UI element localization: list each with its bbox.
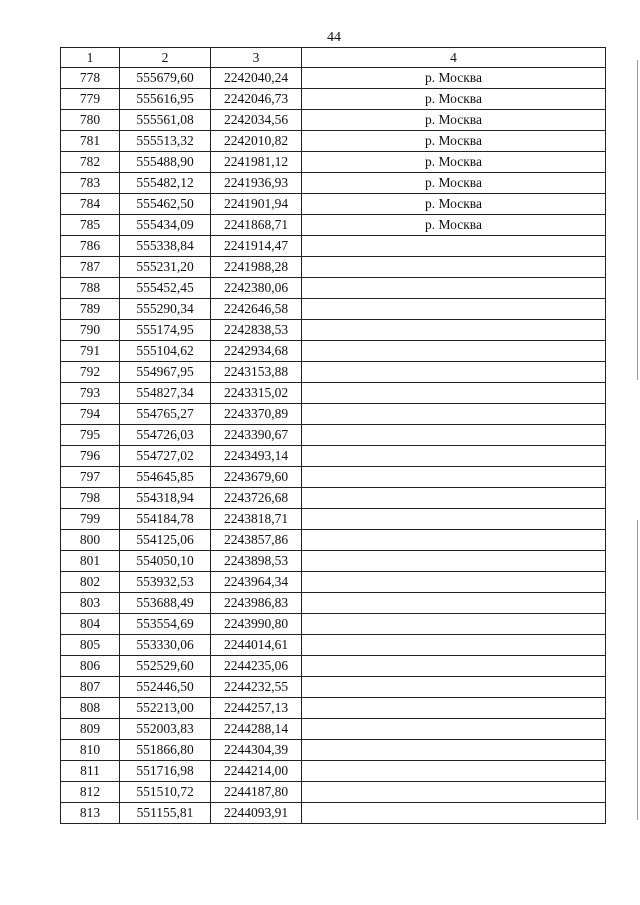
table-row: [61, 719, 606, 740]
table-row: [61, 740, 606, 761]
x-coordinate-cell: 555482,12: [120, 173, 211, 194]
y-coordinate-cell: 2242034,56: [211, 110, 302, 131]
x-coordinate-cell: 552446,50: [120, 677, 211, 698]
table-row: [61, 152, 606, 173]
table-row: [61, 383, 606, 404]
point-number-cell: 801: [61, 551, 120, 572]
point-number-cell: 797: [61, 467, 120, 488]
point-number-cell: 805: [61, 635, 120, 656]
table-row: [61, 278, 606, 299]
x-coordinate-cell: 552003,83: [120, 719, 211, 740]
page-number: 44: [327, 30, 341, 45]
description-cell: [302, 530, 606, 551]
x-coordinate-cell: 552213,00: [120, 698, 211, 719]
y-coordinate-cell: 2243986,83: [211, 593, 302, 614]
y-coordinate-cell: 2243153,88: [211, 362, 302, 383]
y-coordinate-cell: 2243990,80: [211, 614, 302, 635]
x-coordinate-cell: 555434,09: [120, 215, 211, 236]
point-number-cell: 795: [61, 425, 120, 446]
y-coordinate-cell: 2241901,94: [211, 194, 302, 215]
table-row: [61, 446, 606, 467]
table-header-row: [61, 48, 606, 68]
x-coordinate-cell: 553330,06: [120, 635, 211, 656]
table-row: [61, 131, 606, 152]
point-number-cell: 788: [61, 278, 120, 299]
x-coordinate-cell: 554765,27: [120, 404, 211, 425]
y-coordinate-cell: 2244232,55: [211, 677, 302, 698]
x-coordinate-cell: 555104,62: [120, 341, 211, 362]
y-coordinate-cell: 2243857,86: [211, 530, 302, 551]
y-coordinate-cell: 2243818,71: [211, 509, 302, 530]
y-coordinate-cell: 2241936,93: [211, 173, 302, 194]
table-row: [61, 467, 606, 488]
y-coordinate-cell: 2241914,47: [211, 236, 302, 257]
column-header-3: 3: [211, 48, 302, 68]
x-coordinate-cell: 551510,72: [120, 782, 211, 803]
point-number-cell: 811: [61, 761, 120, 782]
y-coordinate-cell: 2244304,39: [211, 740, 302, 761]
table-row: [61, 530, 606, 551]
table-row: [61, 614, 606, 635]
table-row: [61, 341, 606, 362]
table-row: [61, 656, 606, 677]
coordinates-table: [60, 47, 606, 824]
point-number-cell: 803: [61, 593, 120, 614]
point-number-cell: 792: [61, 362, 120, 383]
y-coordinate-cell: 2244214,00: [211, 761, 302, 782]
x-coordinate-cell: 555231,20: [120, 257, 211, 278]
y-coordinate-cell: 2243390,67: [211, 425, 302, 446]
point-number-cell: 807: [61, 677, 120, 698]
x-coordinate-cell: 554827,34: [120, 383, 211, 404]
y-coordinate-cell: 2243370,89: [211, 404, 302, 425]
y-coordinate-cell: 2242934,68: [211, 341, 302, 362]
description-cell: р. Москва: [302, 110, 606, 131]
point-number-cell: 808: [61, 698, 120, 719]
point-number-cell: 809: [61, 719, 120, 740]
y-coordinate-cell: 2242646,58: [211, 299, 302, 320]
table-row: [61, 320, 606, 341]
description-cell: [302, 761, 606, 782]
y-coordinate-cell: 2244257,13: [211, 698, 302, 719]
description-cell: [302, 236, 606, 257]
y-coordinate-cell: 2241981,12: [211, 152, 302, 173]
description-cell: [302, 740, 606, 761]
table-row: [61, 488, 606, 509]
description-cell: [302, 488, 606, 509]
description-cell: р. Москва: [302, 89, 606, 110]
point-number-cell: 812: [61, 782, 120, 803]
y-coordinate-cell: 2244235,06: [211, 656, 302, 677]
column-header-4: 4: [302, 48, 606, 68]
table-row: [61, 509, 606, 530]
description-cell: [302, 278, 606, 299]
description-cell: [302, 383, 606, 404]
table-row: [61, 425, 606, 446]
description-cell: [302, 467, 606, 488]
table-row: [61, 761, 606, 782]
point-number-cell: 790: [61, 320, 120, 341]
point-number-cell: 782: [61, 152, 120, 173]
x-coordinate-cell: 555338,84: [120, 236, 211, 257]
point-number-cell: 800: [61, 530, 120, 551]
table-row: [61, 677, 606, 698]
table-row: [61, 551, 606, 572]
table-row: [61, 110, 606, 131]
x-coordinate-cell: 554125,06: [120, 530, 211, 551]
y-coordinate-cell: 2244093,91: [211, 803, 302, 824]
description-cell: [302, 635, 606, 656]
x-coordinate-cell: 555452,45: [120, 278, 211, 299]
description-cell: [302, 677, 606, 698]
description-cell: [302, 425, 606, 446]
table-row: [61, 404, 606, 425]
y-coordinate-cell: 2242040,24: [211, 68, 302, 89]
x-coordinate-cell: 555462,50: [120, 194, 211, 215]
description-cell: [302, 656, 606, 677]
table-row: [61, 215, 606, 236]
table-row: [61, 236, 606, 257]
x-coordinate-cell: 555488,90: [120, 152, 211, 173]
description-cell: [302, 614, 606, 635]
point-number-cell: 781: [61, 131, 120, 152]
x-coordinate-cell: 551866,80: [120, 740, 211, 761]
x-coordinate-cell: 554050,10: [120, 551, 211, 572]
description-cell: [302, 572, 606, 593]
point-number-cell: 780: [61, 110, 120, 131]
y-coordinate-cell: 2243679,60: [211, 467, 302, 488]
table-row: [61, 299, 606, 320]
y-coordinate-cell: 2241988,28: [211, 257, 302, 278]
point-number-cell: 786: [61, 236, 120, 257]
y-coordinate-cell: 2244014,61: [211, 635, 302, 656]
point-number-cell: 798: [61, 488, 120, 509]
y-coordinate-cell: 2242046,73: [211, 89, 302, 110]
description-cell: [302, 446, 606, 467]
y-coordinate-cell: 2242380,06: [211, 278, 302, 299]
table-row: [61, 593, 606, 614]
x-coordinate-cell: 554727,02: [120, 446, 211, 467]
description-cell: [302, 551, 606, 572]
table-row: [61, 68, 606, 89]
y-coordinate-cell: 2241868,71: [211, 215, 302, 236]
point-number-cell: 783: [61, 173, 120, 194]
x-coordinate-cell: 553932,53: [120, 572, 211, 593]
y-coordinate-cell: 2242010,82: [211, 131, 302, 152]
table-row: [61, 572, 606, 593]
description-cell: [302, 593, 606, 614]
y-coordinate-cell: 2244288,14: [211, 719, 302, 740]
table-body: [61, 68, 606, 824]
x-coordinate-cell: 554726,03: [120, 425, 211, 446]
x-coordinate-cell: 555616,95: [120, 89, 211, 110]
column-header-2: 2: [120, 48, 211, 68]
column-header-1: 1: [61, 48, 120, 68]
scan-edge-mark: [637, 60, 638, 380]
point-number-cell: 791: [61, 341, 120, 362]
point-number-cell: 810: [61, 740, 120, 761]
description-cell: [302, 341, 606, 362]
x-coordinate-cell: 555561,08: [120, 110, 211, 131]
description-cell: [302, 509, 606, 530]
x-coordinate-cell: 553554,69: [120, 614, 211, 635]
point-number-cell: 785: [61, 215, 120, 236]
description-cell: [302, 299, 606, 320]
y-coordinate-cell: 2243898,53: [211, 551, 302, 572]
x-coordinate-cell: 554184,78: [120, 509, 211, 530]
table-row: [61, 173, 606, 194]
description-cell: [302, 257, 606, 278]
description-cell: р. Москва: [302, 131, 606, 152]
description-cell: [302, 719, 606, 740]
description-cell: [302, 803, 606, 824]
point-number-cell: 813: [61, 803, 120, 824]
y-coordinate-cell: 2243964,34: [211, 572, 302, 593]
point-number-cell: 778: [61, 68, 120, 89]
table-row: [61, 698, 606, 719]
table-row: [61, 362, 606, 383]
point-number-cell: 804: [61, 614, 120, 635]
x-coordinate-cell: 551155,81: [120, 803, 211, 824]
x-coordinate-cell: 555290,34: [120, 299, 211, 320]
point-number-cell: 779: [61, 89, 120, 110]
description-cell: [302, 698, 606, 719]
point-number-cell: 787: [61, 257, 120, 278]
point-number-cell: 799: [61, 509, 120, 530]
point-number-cell: 784: [61, 194, 120, 215]
table-row: [61, 194, 606, 215]
table-row: [61, 257, 606, 278]
table-row: [61, 782, 606, 803]
description-cell: р. Москва: [302, 194, 606, 215]
y-coordinate-cell: 2243726,68: [211, 488, 302, 509]
x-coordinate-cell: 555679,60: [120, 68, 211, 89]
point-number-cell: 794: [61, 404, 120, 425]
x-coordinate-cell: 553688,49: [120, 593, 211, 614]
y-coordinate-cell: 2243315,02: [211, 383, 302, 404]
y-coordinate-cell: 2244187,80: [211, 782, 302, 803]
description-cell: р. Москва: [302, 152, 606, 173]
x-coordinate-cell: 551716,98: [120, 761, 211, 782]
description-cell: р. Москва: [302, 215, 606, 236]
scan-edge-mark: [637, 520, 638, 820]
description-cell: [302, 362, 606, 383]
point-number-cell: 802: [61, 572, 120, 593]
description-cell: р. Москва: [302, 173, 606, 194]
point-number-cell: 793: [61, 383, 120, 404]
table-row: [61, 803, 606, 824]
table-row: [61, 89, 606, 110]
x-coordinate-cell: 554318,94: [120, 488, 211, 509]
x-coordinate-cell: 554967,95: [120, 362, 211, 383]
x-coordinate-cell: 555513,32: [120, 131, 211, 152]
table-row: [61, 635, 606, 656]
point-number-cell: 806: [61, 656, 120, 677]
point-number-cell: 789: [61, 299, 120, 320]
x-coordinate-cell: 552529,60: [120, 656, 211, 677]
x-coordinate-cell: 555174,95: [120, 320, 211, 341]
description-cell: р. Москва: [302, 68, 606, 89]
x-coordinate-cell: 554645,85: [120, 467, 211, 488]
description-cell: [302, 404, 606, 425]
point-number-cell: 796: [61, 446, 120, 467]
description-cell: [302, 782, 606, 803]
y-coordinate-cell: 2242838,53: [211, 320, 302, 341]
y-coordinate-cell: 2243493,14: [211, 446, 302, 467]
description-cell: [302, 320, 606, 341]
